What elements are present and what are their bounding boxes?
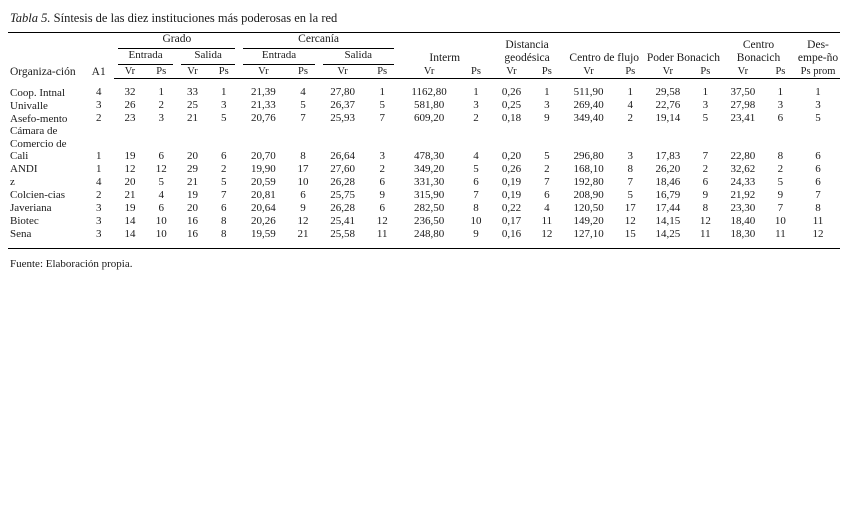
cell-poder-ps: 6 xyxy=(702,175,709,188)
cell-a1: 3 xyxy=(83,228,114,249)
cell-centro-vr: 22,80 xyxy=(730,149,756,162)
cell-interm-ps: 2 xyxy=(473,112,479,124)
header-cercania-entrada-vr: Vr xyxy=(239,65,287,79)
cell-a1: 3 xyxy=(95,201,102,214)
cell-organizacion: Coop. Intnal xyxy=(10,86,65,99)
cell-cercania-entrada-vr: 20,70 xyxy=(250,149,276,162)
header-centro-vr: Vr xyxy=(721,65,765,79)
cell-dist-vr: 0,17 xyxy=(501,214,522,227)
cell-cercania-salida-vr: 25,93 xyxy=(330,112,355,124)
cell-flujo-ps: 15 xyxy=(615,228,646,249)
table-row xyxy=(8,163,840,176)
header-grado-entrada-vr: Vr xyxy=(114,65,145,79)
cell-poder-ps: 1 xyxy=(702,86,709,98)
cell-desempeno: 1 xyxy=(815,86,821,98)
cell-cercania-salida-vr: 26,64 xyxy=(330,149,355,162)
cell-grado-entrada-ps: 4 xyxy=(158,188,164,201)
cell-dist-vr: 0,16 xyxy=(492,228,532,249)
cell-interm-ps: 4 xyxy=(473,149,479,162)
cell-dist-vr: 0,26 xyxy=(501,162,522,175)
cell-interm-ps: 1 xyxy=(473,86,479,98)
header-interm-ps: Ps xyxy=(460,65,491,79)
cell-grado-entrada-vr: 32 xyxy=(124,86,136,98)
header-centro-de-flujo: Centro de flujo xyxy=(563,33,646,66)
table-row xyxy=(8,99,840,112)
cell-grado-entrada-ps: 6 xyxy=(158,201,164,214)
cell-organizacion: Univalle xyxy=(10,99,48,112)
cell-a1: 2 xyxy=(95,112,102,124)
cell-dist-ps: 7 xyxy=(544,175,550,188)
cell-cercania-entrada-ps: 21 xyxy=(287,228,318,249)
cell-grado-entrada-vr: 14 xyxy=(124,214,136,227)
table-caption xyxy=(10,10,840,26)
cell-cercania-entrada-ps: 17 xyxy=(297,162,309,175)
cell-grado-salida-ps: 8 xyxy=(208,228,239,249)
table-row xyxy=(8,202,840,215)
cell-grado-salida-ps: 2 xyxy=(221,162,227,175)
cell-grado-salida-vr: 19 xyxy=(186,188,198,201)
cell-poder-vr: 14,25 xyxy=(646,228,690,249)
cell-cercania-entrada-ps: 10 xyxy=(297,175,309,188)
cell-centro-ps: 5 xyxy=(777,175,784,188)
header-grado-entrada-ps: Ps xyxy=(146,65,177,79)
cell-cercania-entrada-ps: 5 xyxy=(300,99,306,111)
header-cercania-entrada-ps: Ps xyxy=(287,65,318,79)
cell-interm-vr: 282,50 xyxy=(413,201,445,214)
cell-centro-vr: 18,40 xyxy=(730,214,756,227)
cell-desempeno: 6 xyxy=(815,162,821,175)
cell-cercania-entrada-vr: 20,64 xyxy=(250,201,276,214)
cell-centro-vr: 27,98 xyxy=(730,99,756,111)
cell-cercania-salida-vr: 26,37 xyxy=(330,99,355,111)
cell-organizacion: Biotec xyxy=(10,215,39,227)
cell-grado-entrada-ps: 6 xyxy=(158,149,164,162)
cell-dist-ps: 1 xyxy=(544,86,550,98)
cell-cercania-salida-vr: 26,28 xyxy=(330,175,355,188)
cell-desempeno: 7 xyxy=(815,188,821,201)
cell-cercania-entrada-vr: 19,59 xyxy=(239,228,287,249)
table-row xyxy=(8,215,840,228)
cell-dist-ps: 4 xyxy=(544,201,550,214)
header-a1: A1 xyxy=(83,33,114,79)
cell-cercania-entrada-vr: 20,59 xyxy=(250,175,276,188)
cell-cercania-salida-ps: 1 xyxy=(379,86,385,98)
cell-grado-salida-vr: 21 xyxy=(186,112,198,124)
header-grado-salida: Salida xyxy=(177,49,240,65)
cell-interm-ps: 3 xyxy=(473,99,479,111)
header-distancia-vr: Vr xyxy=(492,65,532,79)
table-row xyxy=(8,176,840,189)
table-row xyxy=(8,79,840,100)
cell-poder-ps: 12 xyxy=(699,214,711,227)
cell-cercania-salida-ps: 7 xyxy=(379,112,385,124)
cell-grado-salida-ps: 3 xyxy=(221,99,227,111)
table-body xyxy=(8,79,840,249)
caption-text: Síntesis de las diez instituciones más poderosas en la red xyxy=(50,11,338,25)
cell-flujo-ps: 2 xyxy=(627,112,634,124)
cell-grado-salida-vr: 16 xyxy=(177,228,208,249)
cell-grado-salida-vr: 20 xyxy=(186,201,198,214)
cell-cercania-salida-vr: 25,75 xyxy=(330,188,355,201)
cell-poder-vr: 18,46 xyxy=(655,175,681,188)
cell-cercania-salida-vr: 27,60 xyxy=(330,162,355,175)
cell-poder-vr: 17,44 xyxy=(655,201,681,214)
source-note: Fuente: Elaboración propia. xyxy=(10,257,133,270)
cell-poder-ps: 7 xyxy=(702,149,709,162)
cell-grado-entrada-ps: 1 xyxy=(158,86,164,98)
header-cercania-salida-vr: Vr xyxy=(319,65,367,79)
cell-centro-vr: 21,92 xyxy=(730,188,756,201)
cell-centro-ps: 10 xyxy=(774,214,786,227)
cell-cercania-salida-ps: 6 xyxy=(379,201,385,214)
cell-grado-salida-ps: 6 xyxy=(221,201,227,214)
cell-a1: 2 xyxy=(95,188,102,201)
cell-grado-salida-vr: 29 xyxy=(186,162,198,175)
cell-dist-vr: 0,22 xyxy=(501,201,522,214)
cell-desempeno: 3 xyxy=(815,99,821,111)
cell-a1: 4 xyxy=(95,86,102,98)
header-cercania-entrada: Entrada xyxy=(239,49,318,65)
cell-interm-vr: 236,50 xyxy=(413,214,445,227)
cell-interm-vr: 315,90 xyxy=(413,188,445,201)
cell-dist-ps: 12 xyxy=(531,228,562,249)
header-poder-bonacich: Poder Bonacich xyxy=(646,33,721,66)
cell-centro-ps: 3 xyxy=(777,99,784,111)
cell-dist-ps: 3 xyxy=(544,99,550,111)
cell-centro-ps: 2 xyxy=(777,162,784,175)
cell-centro-vr: 23,30 xyxy=(730,201,756,214)
cell-dist-vr: 0,19 xyxy=(501,188,522,201)
cell-grado-entrada-vr: 23 xyxy=(124,112,136,124)
cell-centro-vr: 18,30 xyxy=(721,228,765,249)
cell-organizacion: Asefo-mento xyxy=(10,112,68,125)
cell-poder-vr: 29,58 xyxy=(655,86,681,98)
header-grado-salida-ps: Ps xyxy=(208,65,239,79)
cell-cercania-entrada-vr: 21,39 xyxy=(250,86,276,98)
cell-poder-ps: 2 xyxy=(702,162,709,175)
cell-flujo-vr: 120,50 xyxy=(573,201,604,214)
cell-cercania-salida-vr: 25,58 xyxy=(319,228,367,249)
cell-organizacion: Cámara de Comercio de Cali xyxy=(10,125,67,162)
cell-dist-vr: 0,25 xyxy=(501,99,522,111)
cell-flujo-vr: 269,40 xyxy=(573,99,604,111)
cell-flujo-vr: 296,80 xyxy=(573,149,604,162)
cell-desempeno: 6 xyxy=(815,149,821,162)
cell-flujo-ps: 3 xyxy=(627,149,634,162)
cell-flujo-vr: 127,10 xyxy=(563,228,615,249)
cell-a1: 1 xyxy=(95,149,102,162)
cell-poder-vr: 17,83 xyxy=(655,149,681,162)
cell-interm-vr: 349,20 xyxy=(413,162,445,175)
cell-flujo-ps: 1 xyxy=(627,86,634,98)
cell-poder-vr: 16,79 xyxy=(655,188,681,201)
cell-grado-entrada-ps: 2 xyxy=(158,99,164,111)
cell-grado-entrada-vr: 26 xyxy=(124,99,136,111)
cell-cercania-entrada-ps: 8 xyxy=(300,149,306,162)
cell-desempeno: 6 xyxy=(815,175,821,188)
cell-flujo-ps: 17 xyxy=(624,201,636,214)
cell-interm-vr: 609,20 xyxy=(413,112,445,124)
header-organizacion: Organiza-ción xyxy=(8,33,83,79)
cell-cercania-entrada-ps: 4 xyxy=(300,86,306,98)
header-centro-ps: Ps xyxy=(765,65,796,79)
cell-poder-vr: 14,15 xyxy=(655,214,681,227)
cell-a1: 4 xyxy=(95,175,102,188)
cell-cercania-entrada-ps: 12 xyxy=(297,214,309,227)
cell-dist-vr: 0,20 xyxy=(501,149,522,162)
cell-cercania-entrada-ps: 7 xyxy=(300,112,306,124)
cell-centro-vr: 23,41 xyxy=(730,112,756,124)
header-desempeno-ps-prom: Ps prom xyxy=(796,65,840,79)
cell-poder-ps: 9 xyxy=(702,188,709,201)
cell-grado-entrada-vr: 19 xyxy=(124,149,136,162)
cell-centro-vr: 37,50 xyxy=(730,86,756,98)
cell-grado-entrada-vr: 14 xyxy=(114,228,145,249)
cell-flujo-ps: 7 xyxy=(627,175,634,188)
cell-flujo-vr: 208,90 xyxy=(573,188,604,201)
cell-cercania-salida-vr: 26,28 xyxy=(330,201,355,214)
cell-interm-vr: 1162,80 xyxy=(411,86,447,98)
cell-flujo-ps: 8 xyxy=(627,162,634,175)
cell-centro-ps: 11 xyxy=(765,228,796,249)
cell-poder-ps: 3 xyxy=(702,99,709,111)
cell-interm-vr: 581,80 xyxy=(413,99,445,111)
cell-organizacion: Sena xyxy=(8,228,83,249)
table-row xyxy=(8,112,840,125)
cell-interm-ps: 6 xyxy=(473,175,479,188)
cell-grado-entrada-ps: 10 xyxy=(155,214,167,227)
cell-poder-vr: 26,20 xyxy=(655,162,681,175)
cell-cercania-salida-vr: 25,41 xyxy=(330,214,355,227)
cell-grado-entrada-ps: 3 xyxy=(158,112,164,124)
cell-interm-vr: 331,30 xyxy=(413,175,445,188)
cell-organizacion: Colcien-cias xyxy=(10,189,65,201)
cell-flujo-ps: 5 xyxy=(627,188,634,201)
cell-organizacion: Javeriana xyxy=(10,202,52,214)
cell-flujo-vr: 511,90 xyxy=(573,86,604,98)
cell-a1: 3 xyxy=(95,99,102,111)
header-group-row xyxy=(8,33,840,50)
cell-grado-entrada-vr: 19 xyxy=(124,201,136,214)
cell-cercania-entrada-ps: 6 xyxy=(300,188,306,201)
cell-flujo-vr: 192,80 xyxy=(573,175,604,188)
cell-centro-ps: 1 xyxy=(777,86,784,98)
header-grado-salida-vr: Vr xyxy=(177,65,208,79)
header-desempeno: Des-empe-ño xyxy=(796,33,840,66)
cell-cercania-salida-ps: 3 xyxy=(379,149,385,162)
cell-cercania-entrada-vr: 20,26 xyxy=(250,214,276,227)
cell-interm-vr: 248,80 xyxy=(398,228,461,249)
cell-poder-vr: 19,14 xyxy=(655,112,681,124)
cell-centro-ps: 9 xyxy=(777,188,784,201)
cell-flujo-vr: 349,40 xyxy=(573,112,604,124)
cell-dist-vr: 0,26 xyxy=(501,86,522,98)
cell-cercania-salida-ps: 11 xyxy=(367,228,398,249)
cell-poder-ps: 11 xyxy=(690,228,721,249)
cell-grado-entrada-vr: 20 xyxy=(124,175,136,188)
cell-dist-ps: 9 xyxy=(544,112,550,124)
table-row xyxy=(8,228,840,249)
cell-grado-entrada-ps: 12 xyxy=(155,162,167,175)
cell-grado-salida-vr: 25 xyxy=(186,99,198,111)
cell-organizacion: z xyxy=(10,176,15,188)
header-centro-bonacich: Centro Bonacich xyxy=(721,33,796,66)
header-flujo-vr: Vr xyxy=(563,65,615,79)
cell-grado-entrada-ps: 10 xyxy=(146,228,177,249)
cell-grado-salida-ps: 1 xyxy=(221,86,227,98)
cell-flujo-ps: 12 xyxy=(624,214,636,227)
cell-cercania-entrada-vr: 20,81 xyxy=(250,188,276,201)
header-cercania-salida: Salida xyxy=(319,49,398,65)
cell-cercania-entrada-vr: 21,33 xyxy=(250,99,276,111)
cell-flujo-vr: 149,20 xyxy=(573,214,604,227)
cell-a1: 1 xyxy=(95,162,102,175)
cell-dist-ps: 5 xyxy=(544,149,550,162)
cell-dist-vr: 0,19 xyxy=(501,175,522,188)
caption-label: Tabla 5. xyxy=(10,11,51,25)
header-flujo-ps: Ps xyxy=(615,65,646,79)
cell-dist-ps: 6 xyxy=(544,188,550,201)
cell-a1: 3 xyxy=(95,214,102,227)
table-row xyxy=(8,125,840,163)
cell-centro-vr: 24,33 xyxy=(730,175,756,188)
cell-desempeno: 11 xyxy=(812,214,824,227)
cell-grado-salida-ps: 6 xyxy=(221,149,227,162)
cell-desempeno: 12 xyxy=(796,228,840,249)
cell-grado-salida-ps: 5 xyxy=(221,175,227,188)
cell-dist-ps: 11 xyxy=(541,214,553,227)
cell-interm-ps: 8 xyxy=(473,201,479,214)
header-distancia-geodesica: Distancia geodésica xyxy=(492,33,563,66)
cell-grado-salida-ps: 8 xyxy=(221,214,227,227)
cell-grado-salida-vr: 21 xyxy=(186,175,198,188)
cell-flujo-vr: 168,10 xyxy=(573,162,604,175)
cell-grado-salida-ps: 5 xyxy=(221,112,227,124)
summary-table xyxy=(8,32,840,249)
cell-grado-salida-vr: 33 xyxy=(186,86,198,98)
header-grado: Grado xyxy=(114,33,239,50)
cell-cercania-salida-ps: 5 xyxy=(379,99,385,111)
cell-centro-ps: 6 xyxy=(777,112,784,124)
table-row xyxy=(8,189,840,202)
cell-grado-entrada-vr: 12 xyxy=(124,162,136,175)
cell-centro-ps: 8 xyxy=(777,149,784,162)
cell-poder-vr: 22,76 xyxy=(655,99,681,111)
cell-flujo-ps: 4 xyxy=(627,99,634,111)
cell-poder-ps: 8 xyxy=(702,201,709,214)
header-cercania-salida-ps: Ps xyxy=(367,65,398,79)
cell-dist-vr: 0,18 xyxy=(501,112,522,124)
cell-organizacion: ANDI xyxy=(10,163,38,175)
cell-grado-entrada-ps: 5 xyxy=(158,175,164,188)
header-interm-vr: Vr xyxy=(398,65,461,79)
cell-centro-vr: 32,62 xyxy=(730,162,756,175)
header-interm: Interm xyxy=(398,33,492,66)
cell-cercania-salida-ps: 9 xyxy=(379,188,385,201)
cell-cercania-entrada-ps: 9 xyxy=(300,201,306,214)
header-poder-vr: Vr xyxy=(646,65,690,79)
header-grado-entrada: Entrada xyxy=(114,49,177,65)
cell-grado-salida-vr: 20 xyxy=(186,149,198,162)
cell-cercania-entrada-vr: 20,76 xyxy=(250,112,276,124)
cell-desempeno: 8 xyxy=(815,201,821,214)
cell-desempeno: 5 xyxy=(815,112,821,124)
cell-poder-ps: 5 xyxy=(702,112,709,124)
cell-interm-ps: 5 xyxy=(473,162,479,175)
cell-cercania-salida-vr: 27,80 xyxy=(330,86,355,98)
cell-cercania-salida-ps: 12 xyxy=(376,214,388,227)
cell-cercania-entrada-vr: 19,90 xyxy=(250,162,276,175)
cell-interm-ps: 10 xyxy=(470,214,482,227)
cell-interm-ps: 9 xyxy=(460,228,491,249)
cell-interm-ps: 7 xyxy=(473,188,479,201)
cell-interm-vr: 478,30 xyxy=(413,149,445,162)
cell-grado-salida-ps: 7 xyxy=(221,188,227,201)
cell-grado-entrada-vr: 21 xyxy=(124,188,136,201)
header-poder-ps: Ps xyxy=(690,65,721,79)
cell-dist-ps: 2 xyxy=(544,162,550,175)
cell-centro-ps: 7 xyxy=(777,201,784,214)
header-vr-ps-row xyxy=(8,65,840,79)
cell-grado-salida-vr: 16 xyxy=(186,214,198,227)
cell-cercania-salida-ps: 2 xyxy=(379,162,385,175)
cell-cercania-salida-ps: 6 xyxy=(379,175,385,188)
header-distancia-ps: Ps xyxy=(531,65,562,79)
header-cercania: Cercanía xyxy=(239,33,397,50)
